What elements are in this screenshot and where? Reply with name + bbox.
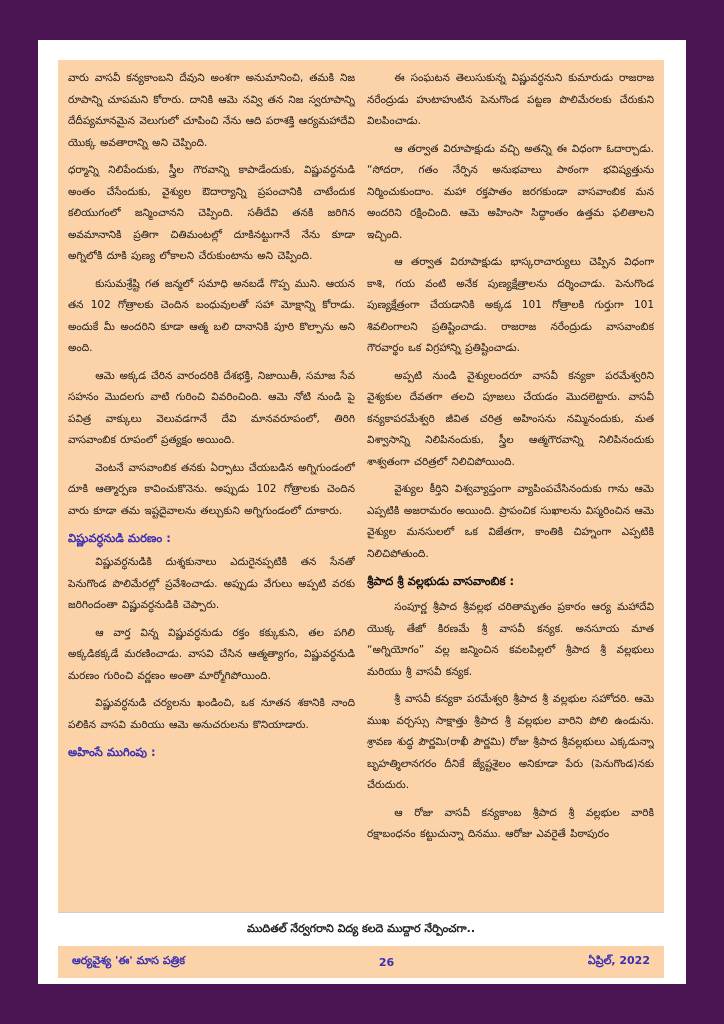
paragraph: సంపూర్ణ శ్రీపాద శ్రీవల్లభ చరితామృతం ప్రకారం ఆర్య మహాదేవి యొక్క తేజో కిరణమే శ్రీ వాసవీ కన్యక. అనసూయ మాత “అగ్నియోగం” వల్ల జన్మించిన కవలపిల్లలో శ్రీపాద శ్రీ వల్లభులు మరియు శ్రీ వాసవీ కన్యక.: [367, 601, 654, 678]
quote-banner: [58, 912, 664, 948]
paragraph: ఆ తర్వాత విరూపాక్షుడు భాస్కరాచార్యులు చెప్పిన విధంగా కాశి, గయ వంటి అనేక పుణ్యక్షేత్రాలను దర్శించాడు. పెనుగొండ పుణ్యక్షేత్రంగా చేయడానికి అక్కడ 101 గోత్రాలకి గుర్తుగా 101 శివలింగాలని ప్రతిష్టించాడు. రాజరాజ నరేంద్రుడు వాసవాంబిక గౌరవార్థం ఒక విగ్రహాన్ని ప్రతిష్టించాడు.: [367, 256, 654, 354]
paragraph: ఆ వార్త విన్న విష్ణువర్ధనుడు రక్తం కక్కుకుని, తల పగిలి అక్కడికక్కడే మరణించాడు. వాసవి చేసిన ఆత్మత్యాగం, విష్ణువర్ధనుడి మరణం గురించి వర్ణణం అంతా మార్మోగిపోయింది.: [68, 626, 355, 682]
paragraph: ఆ రోజు వాసవీ కన్యకాంబ శ్రీపాద శ్రీ వల్లభుల వారికి రక్షాబంధనం కట్టుచున్నా దినము. ఆరోజు ఎవరైతే పిఠాపురం: [367, 806, 654, 840]
section-heading: శ్రీపాద శ్రీ వల్లభుడు వాసవాంబిక :: [367, 574, 515, 588]
paragraph: విష్ణువర్ధనుడి చర్యలను ఖండించి, ఒక నూతన శకానికి నాంది పలికిన వాసవి మరియు ఆమె అనుచరులను కొనియాడారు.: [68, 697, 355, 731]
paragraph: అప్పటి నుండి వైశ్యులందరూ వాసవీ కన్యకా పరమేశ్వరిని వైశ్యకుల దేవతగా తలచి పూజలు చేయడం మొదలెట్టారు. వాసవీ కన్యకాపరమేశ్వరి జీవిత చరిత్ర అహింసను నమ్మినందుకు, మత విశ్వాసాన్ని నిలిపినందుకు, స్త్రీల ఆత్మగౌరవాన్ని నిలిపినందుకు శాశ్వతంగా చరిత్రలో నిలిచిపోయింది.: [367, 369, 654, 468]
section-heading: విష్ణువర్ధనుడి మరణం :: [68, 531, 171, 545]
quote-text: ముదితల్ నేర్వగరాని విద్య కలదె ముద్దార నేర్పించగా..: [246, 922, 475, 935]
right-column: [367, 68, 654, 912]
paragraph: విష్ణువర్ధనుడికి దుశ్శకునాలు ఎదురైనప్పటికి తన సేనతో పెనుగొండ పొలిమేరల్లో ప్రవేశించాడు. అప్పుడు వేగులు అప్పటి వరకు జరిగిందంతా విష్ణువర్ధనుడికి చెప్పారు.: [68, 556, 355, 611]
page-footer: [58, 946, 664, 978]
page: [38, 40, 686, 984]
paragraph: వైశ్యుల కీర్తిని విశ్వవ్యాప్తంగా వ్యాపింపచేసినందుకు గాను ఆమె ఎప్పటికి అజరామరం అయింది. ప్రాపంచిక సుఖాలను విస్మరించిన ఆమె వైశ్యుల మనసులలో ఒక విజేతగా, కాంతికి చిహ్నంగా ఎప్పటికి నిలిచిపోతుంది.: [367, 483, 654, 560]
paragraph: కుసుమశ్రేష్టి గత జన్మలో సమాధి అనబడే గొప్ప ముని. ఆయన తన 102 గోత్రాలకు చెందిన బంధువులతో సహా మోక్షాన్ని కోరాడు. అందుకే మీ అందరిని కూడా ఆత్మ బలి దానానికి పూరి కొల్పాను అని అంది.: [68, 277, 355, 354]
page-number: 26: [378, 955, 395, 969]
paragraph: ఈ సంఘటన తెలుసుకున్న విష్ణువర్ధనుని కుమారుడు రాజరాజ నరేంద్రుడు హుటాహుటిన పెనుగొండ పట్టణ పొలిమేరలకు చేరుకుని విలపించాడు.: [367, 72, 654, 127]
magazine-name: ఆర్యవైశ్య 'ఈ' మాస పత్రిక: [72, 954, 186, 967]
paragraph: ధర్మాన్ని నిలిపేందుకు, స్త్రీల గౌరవాన్ని కాపాడేందుకు, విష్ణువర్ధనుడి అంతం చేసేందుకు, వైశ్యుల ఔదార్యాన్ని ప్రపంచానికి చాటేందుక కలియుగంలో జన్మించానని చెప్పింది. సతీదేవి తనకి జరిగిన అవమానానికి ప్రతిగా చితిమంటల్లో దూకినట్టుగానే నేను కూడా అగ్నిలోకి దూకి పుణ్య లోకాలని చేరుకుంటాను అని చెప్పింది.: [68, 164, 355, 262]
issue-date: ఏప్రిల్, 2022: [587, 954, 650, 967]
left-column: [68, 68, 355, 912]
paragraph: శ్రీ వాసవీ కన్యకా పరమేశ్వరి శ్రీపాద శ్రీ వల్లభుల సహోదరి. ఆమె ముఖ వర్చస్సు సాక్షాత్తు శ్రీపాద శ్రీ వల్లభుల వారిని పోలి ఉండును. శ్రావణ శుద్ధ పౌర్ణమి(రాఖీ పౌర్ణమి) రోజు శ్రీపాద శ్రీవల్లభులు ఎక్కడున్నా బృహత్శిలానగరం దీనికే జ్యేష్టశైలం అనికూడా పేరు (పెనుగొండ)నకు చేరుదురు.: [367, 693, 654, 791]
section-heading: అహింసే ముగింపు :: [68, 745, 156, 759]
paragraph: ఆమె అక్కడ చేరిన వారందరికి దేశభక్తి, నిజాయితీ, సమాజ సేవ సహనం మొదలగు వాటి గురించి వివరించింది. ఆమె నోటి నుండి పై పవిత్ర వాక్కులు వెలువడగానే దేవి మానవరూపంలో, తిరిగి వాసవాంబిక రూపంలో ప్రత్యక్షం అయింది.: [68, 369, 355, 446]
article-body: [58, 60, 664, 912]
paragraph: వారు వాసవీ కన్యకాంబని దేవుని అంశగా అనుమానించి, తమకి నిజ రూపాన్ని చూపమని కోరారు. దానికి ఆమె నవ్వి తన నిజ స్వరూపాన్ని దేదీప్యమానమైన వెలుగులో చూపించి నేను ఆది పరాశక్తి ఆర్యమహాదేవి యొక్క అవతారాన్ని అని చెప్పింది.: [68, 72, 355, 149]
paragraph: వెంటనే వాసవాంబిక తనకు ఏర్పాటు చేయబడిన అగ్నిగుండంలో దూకి ఆత్మార్పణ కావించుకొనెను. అప్పుడు 102 గోత్రాలకు చెందిన వారు కూడా తమ ఇష్టదైవాలను తల్చుకుని అగ్నిగుండంలో దూకారు.: [68, 461, 355, 517]
paragraph: ఆ తర్వాత విరూపాక్షుడు వచ్చి అతన్ని ఈ విధంగా ఓదార్చాడు. “సోదరా, గతం నేర్పిన అనుభవాలు పాఠంగా భవిష్యత్తును నిర్మించుకుందాం. మహా రక్తపాతం జరగకుండా వాసవాంబిక మన అందరిని రక్షించింది. ఆమె అహింసా సిద్ధాంతం ఉత్తమ ఫలితాలని ఇచ్చింది.: [367, 142, 654, 241]
